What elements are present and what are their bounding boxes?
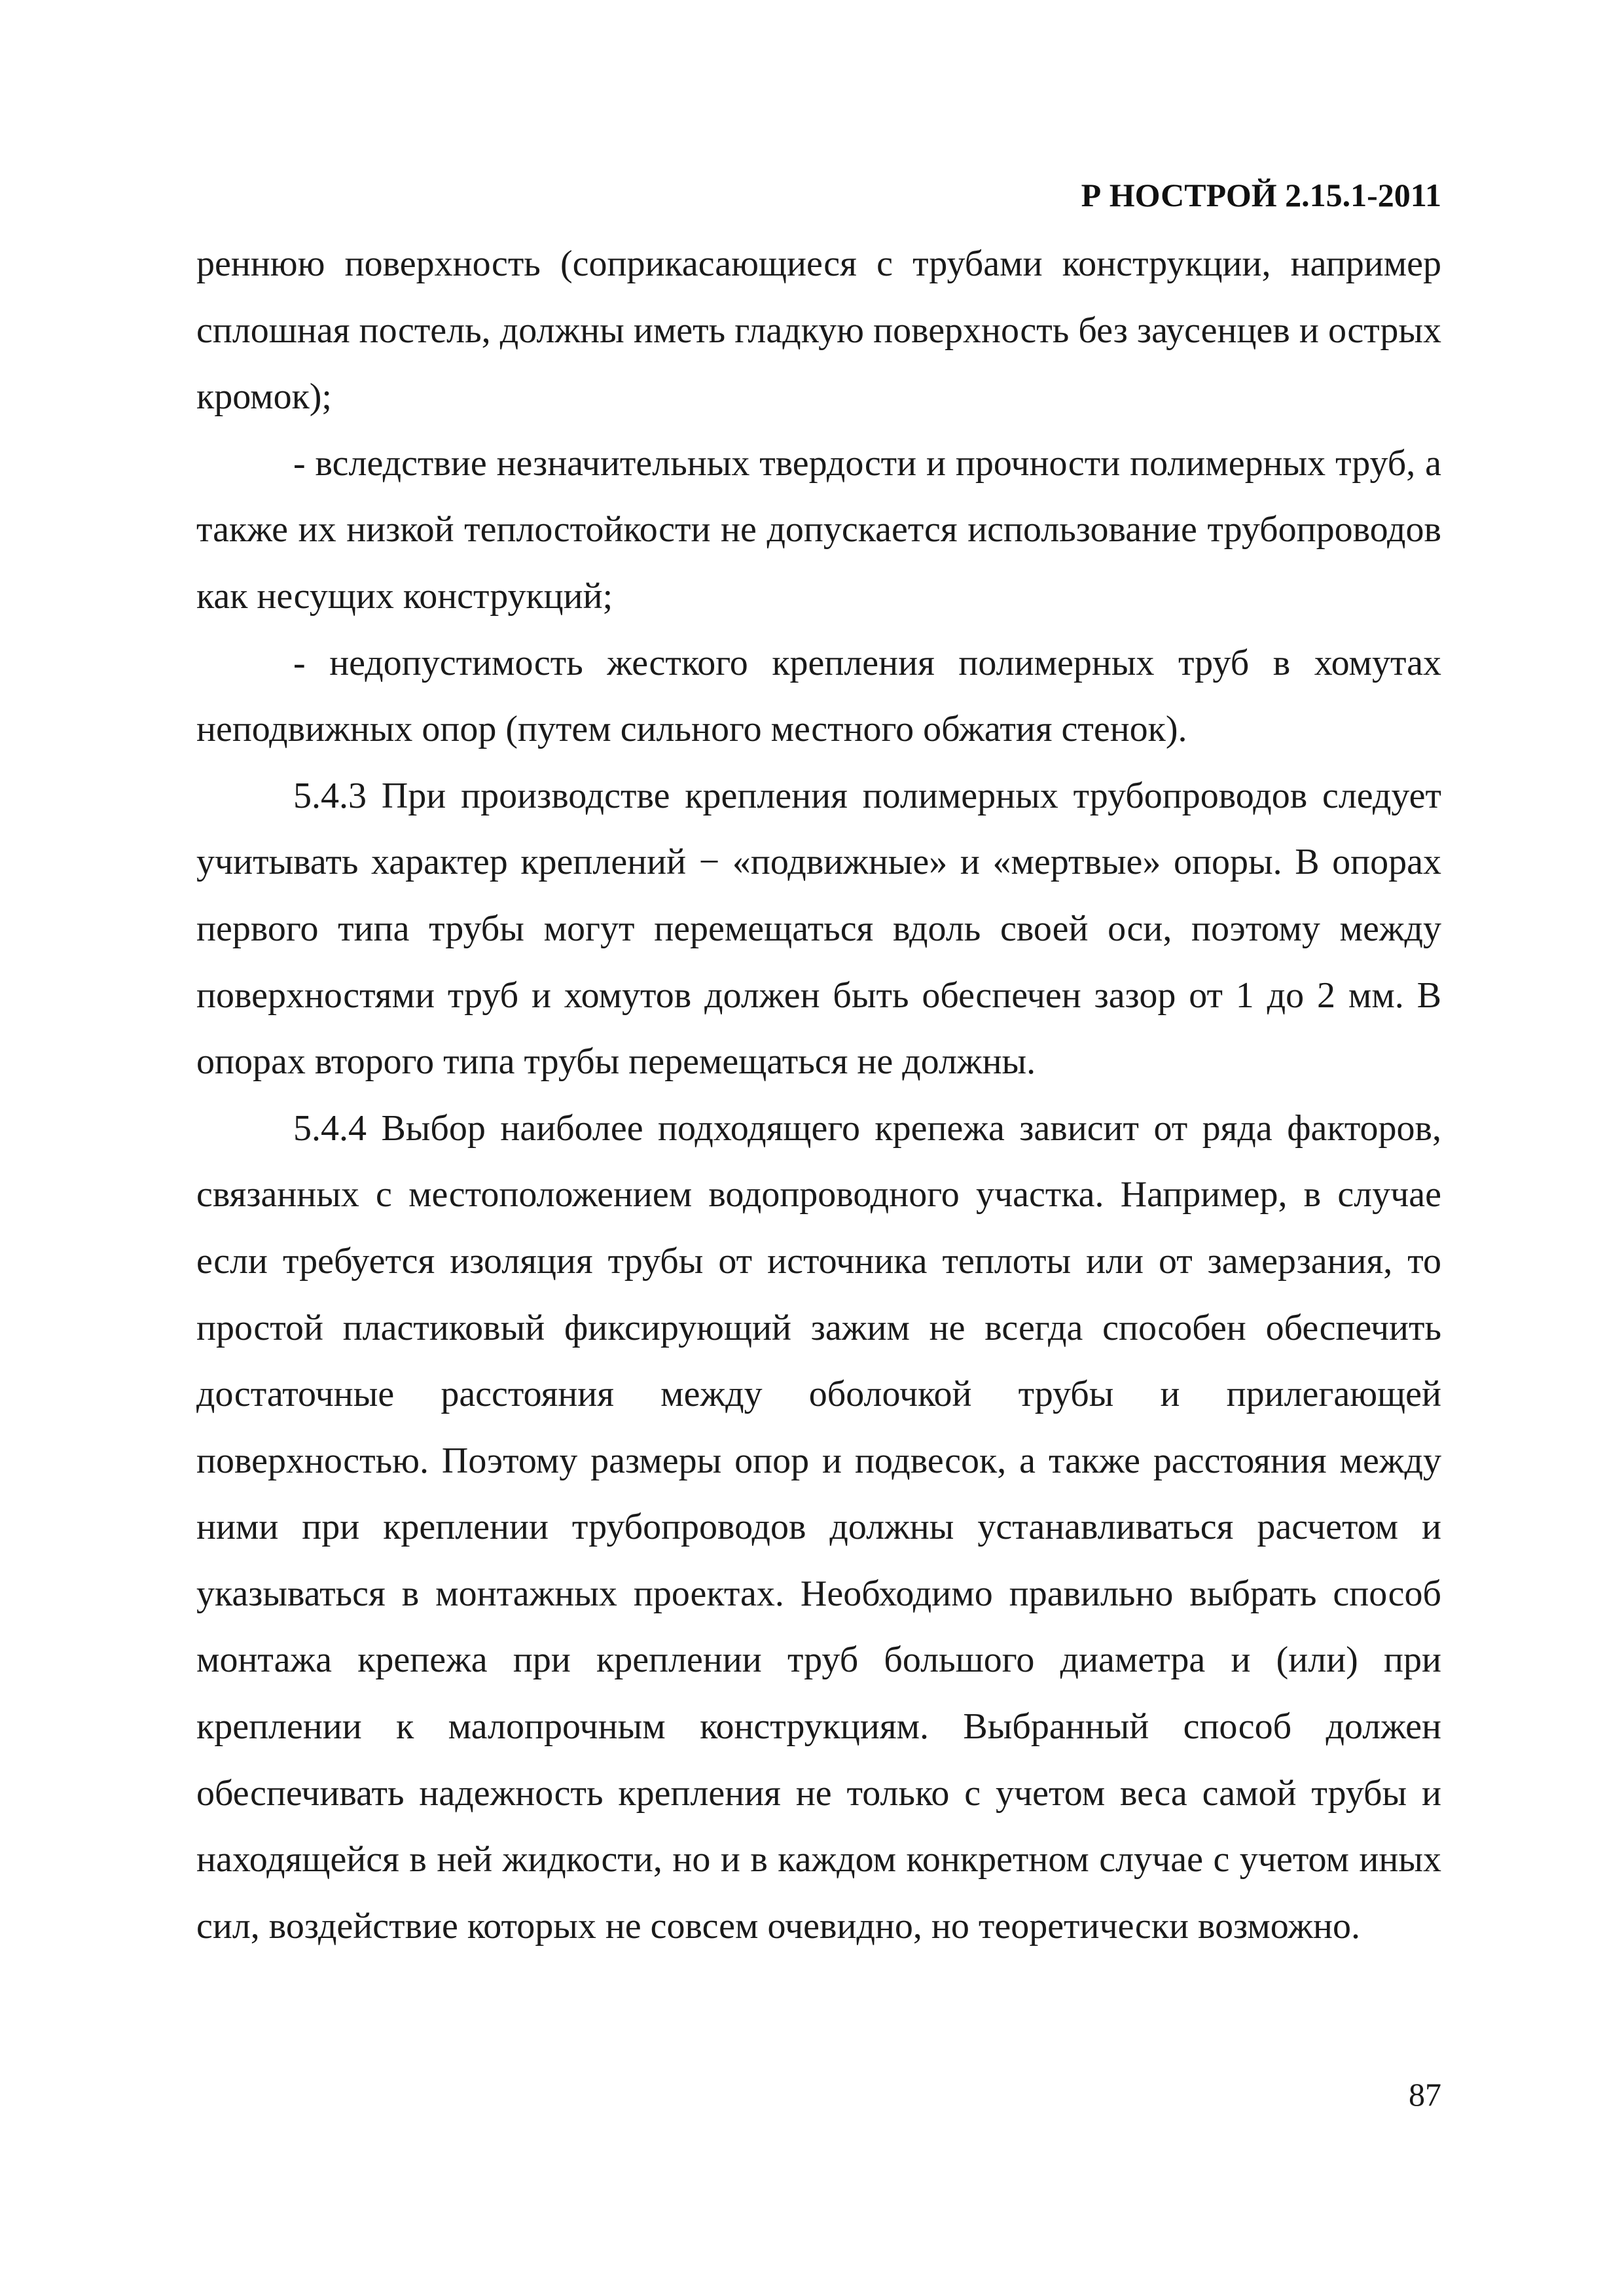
body-text xyxy=(196,231,1441,1960)
clause-5-4-4: 5.4.4 Выбор наиболее подходящего крепежа зависит от ряда факторов, связанных с местоположением водопроводного участка. Например, в случае если требуется изоляция трубы от источника теплоты или от замерзания, то простой пластиковый фиксирующий зажим не всегда способен обеспечить достаточные расстояния между оболочкой трубы и прилегающей поверхностью. Поэтому размеры опор и подвесок, а также расстояния между ними при креплении трубопроводов должны устанавливаться расчетом и указываться в монтажных проектах. Необходимо правильно выбрать способ монтажа крепежа при креплении труб большого диаметра и (или) при креплении к малопрочным конструкциям. Выбранный способ должен обеспечивать надежность крепления не только с учетом веса самой трубы и находящейся в ней жидкости, но и в каждом конкретном случае с учетом иных сил, воздействие которых не совсем очевидно, но теоретически возможно. xyxy=(196,1107,1441,1946)
list-item-clamp-fixing: - недопустимость жесткого крепления полимерных труб в хомутах неподвижных опор (путем сильного местного обжатия стенок). xyxy=(196,642,1441,750)
paragraph-continuation: реннюю поверхность (соприкасающиеся с трубами конструкции, например сплошная постель, должны иметь гладкую поверхность без заусенцев и острых кромок); xyxy=(196,243,1441,418)
clause-5-4-3: 5.4.3 При производстве крепления полимерных трубопроводов следует учитывать характер креплений − «подвижные» и «мертвые» опоры. В опорах первого типа трубы могут перемещаться вдоль своей оси, поэтому между поверхностями труб и хомутов должен быть обеспечен зазор от 1 до 2 мм. В опорах второго типа трубы перемещаться не должны. xyxy=(196,775,1441,1083)
list-item-rigidity: - вследствие незначительных твердости и прочности полимерных труб, а также их низкой теплостойкости не допускается использование трубопроводов как несущих конструкций; xyxy=(196,442,1441,617)
page-number: 87 xyxy=(1409,2076,1441,2113)
document-code-header: Р НОСТРОЙ 2.15.1-2011 xyxy=(1081,177,1441,213)
